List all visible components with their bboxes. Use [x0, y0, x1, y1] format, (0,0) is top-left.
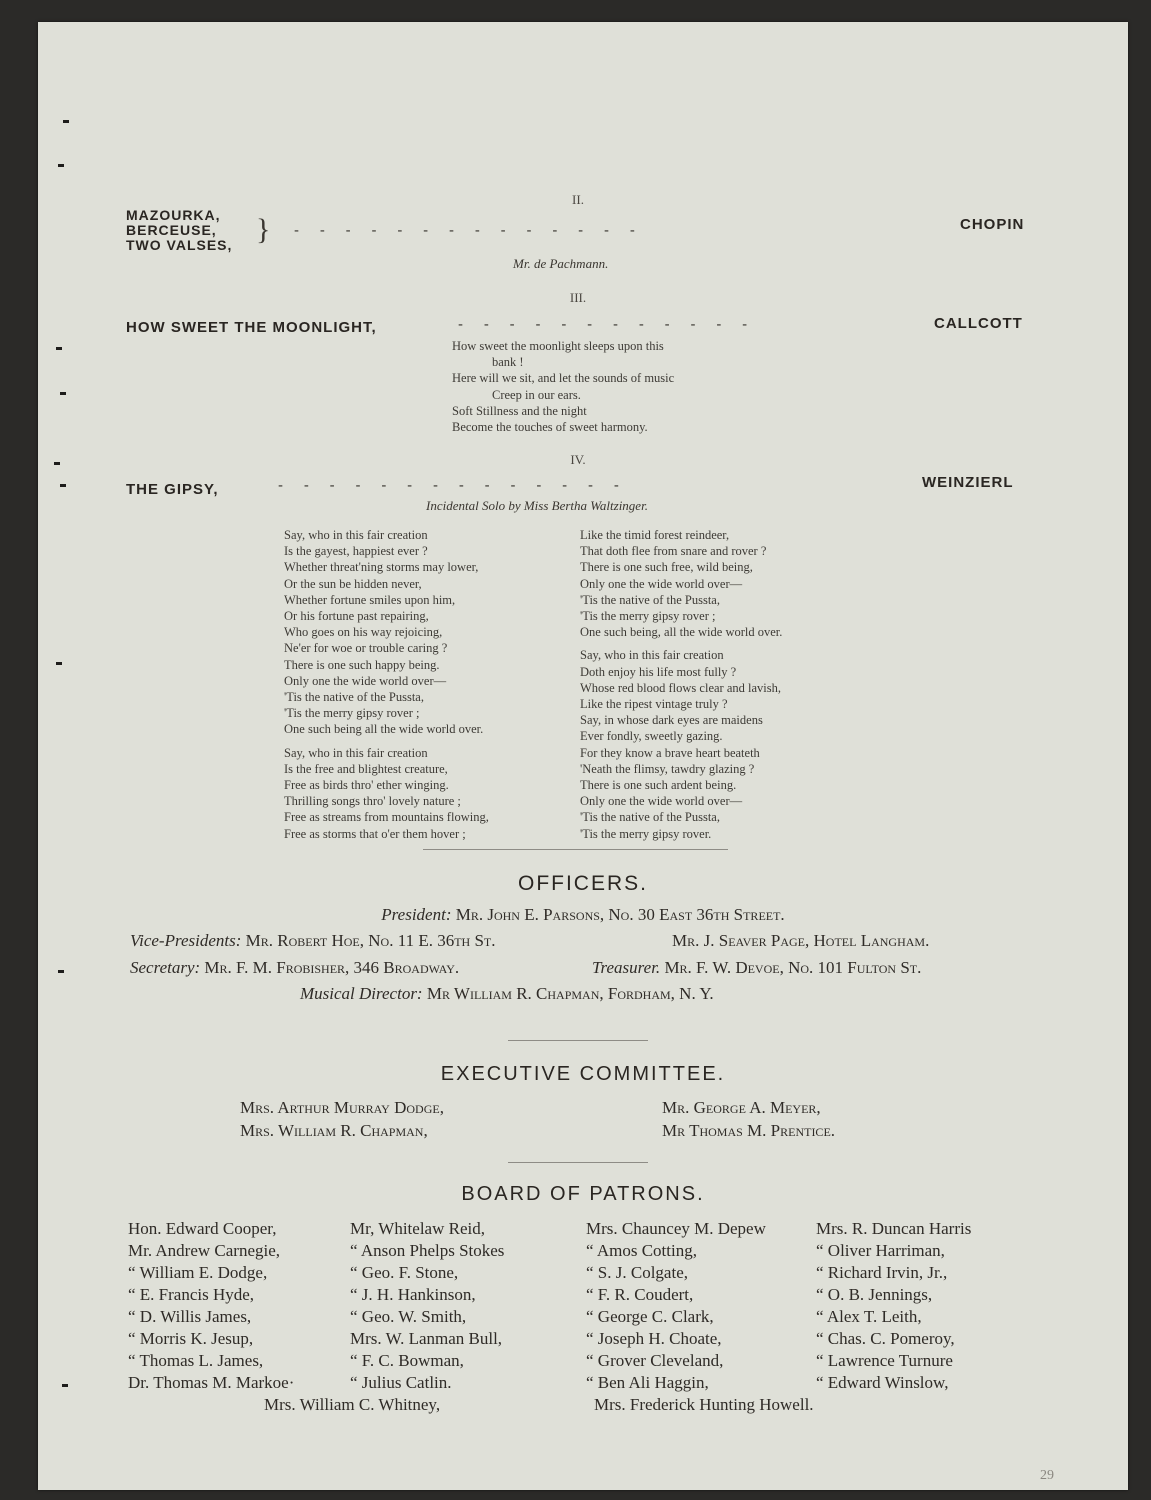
- patron-name: “ Richard Irvin, Jr.,: [816, 1263, 948, 1282]
- lyric-line: Ne'er for woe or trouble caring ?: [284, 641, 448, 656]
- patron-name: “ Anson Phelps Stokes: [350, 1241, 505, 1260]
- lyric-line: Soft Stillness and the night: [452, 403, 587, 418]
- lyric-line: Say, in whose dark eyes are maidens: [580, 713, 763, 728]
- patron-name: “ Oliver Harriman,: [816, 1241, 945, 1260]
- officer-label: Secretary:: [130, 958, 201, 977]
- piece-title: TWO VALSES,: [126, 237, 233, 253]
- patron-name: “ F. R. Coudert,: [586, 1285, 694, 1304]
- patron-name: “ O. B. Jennings,: [816, 1285, 933, 1304]
- piece-title: HOW SWEET THE MOONLIGHT,: [126, 319, 377, 336]
- lyric-line: Is the free and blightest creature,: [284, 761, 448, 776]
- officer-value: Mr. John E. Parsons, No. 30 East 36th Street.: [455, 905, 785, 924]
- lyric-line: There is one such free, wild being,: [580, 560, 753, 575]
- gipsy-lyrics-right: [580, 527, 782, 842]
- officer-value: Mr. F. M. Frobisher, 346 Broadway.: [204, 958, 460, 977]
- lyric-line: Say, who in this fair creation: [284, 528, 428, 542]
- piece-title: THE GIPSY,: [126, 481, 219, 498]
- lyric-line: Here will we sit, and let the sounds of music: [452, 371, 675, 386]
- leader-dots: - - - - - - - - - - - - - -: [278, 477, 619, 494]
- patron-name: “ E. Francis Hyde,: [128, 1285, 255, 1304]
- divider: [508, 1040, 648, 1041]
- patron-name: Mrs. William C. Whitney,: [264, 1395, 441, 1414]
- section-numeral: IV.: [570, 452, 586, 467]
- lyric-line: 'Tis the merry gipsy rover ;: [284, 706, 420, 721]
- patron-name: “ Geo. F. Stone,: [350, 1263, 459, 1282]
- lyric-line: Ever fondly, sweetly gazing.: [580, 729, 723, 744]
- brace: }: [256, 213, 271, 246]
- lyric-line: 'Tis the merry gipsy rover ;: [580, 609, 716, 624]
- solo-note: Incidental Solo by Miss Bertha Waltzinger.: [426, 498, 648, 513]
- lyric-line: Like the ripest vintage truly ?: [580, 697, 728, 712]
- executive-heading: EXECUTIVE COMMITTEE.: [440, 1063, 726, 1085]
- director-line: [300, 984, 714, 1004]
- section-numeral: III.: [569, 290, 587, 305]
- divider: [423, 849, 728, 850]
- lyric-line: Say, who in this fair creation: [284, 745, 428, 760]
- patron-name: Mrs. W. Lanman Bull,: [350, 1329, 503, 1348]
- patron-name: “ Geo. W. Smith,: [350, 1307, 467, 1326]
- patron-name: “ William E. Dodge,: [128, 1263, 268, 1282]
- leader-dots: - - - - - - - - - - - -: [458, 316, 748, 333]
- president-line: [38, 905, 1128, 925]
- committee-member: Mr. George A. Meyer,: [662, 1098, 821, 1117]
- lyric-line: 'Tis the native of the Pussta,: [580, 810, 720, 825]
- lyric-line: Only one the wide world over—: [580, 794, 743, 809]
- patrons-col-2: [350, 1218, 504, 1394]
- officer-value: Mr William R. Chapman, Fordham, N. Y.: [426, 984, 714, 1003]
- piece-titles: [126, 208, 232, 253]
- vice-presidents-line: [130, 931, 495, 951]
- lyric-line: One such being all the wide world over.: [284, 722, 484, 737]
- patron-name: “ Amos Cotting,: [586, 1241, 697, 1260]
- patron-name: “ Ben Ali Haggin,: [586, 1373, 709, 1392]
- lyric-line: Free as streams from mountains flowing,: [284, 810, 489, 825]
- executive-left: [240, 1096, 444, 1142]
- lyric-line: Doth enjoy his life most fully ?: [580, 664, 737, 679]
- committee-member: Mrs. Arthur Murray Dodge,: [240, 1098, 444, 1117]
- patron-name: Mrs. R. Duncan Harris: [816, 1219, 972, 1238]
- binding-mark: [56, 347, 62, 350]
- patrons-col-3: [586, 1218, 766, 1394]
- patron-name: Mr, Whitelaw Reid,: [350, 1219, 485, 1238]
- lyric-line: One such being, all the wide world over.: [580, 625, 783, 640]
- performer: Mr. de Pachmann.: [513, 256, 609, 271]
- officer-value: Mr. F. W. Devoe, No. 101 Fulton St.: [664, 958, 922, 977]
- committee-member: Mr Thomas M. Prentice.: [662, 1121, 836, 1140]
- piece-title: BERCEUSE,: [126, 222, 217, 238]
- gipsy-lyrics-left: [284, 527, 489, 842]
- piece-title: MAZOURKA,: [126, 207, 221, 223]
- officer-label: Vice-Presidents:: [130, 931, 242, 950]
- patron-name: “ Lawrence Turnure: [816, 1351, 953, 1370]
- binding-mark: [56, 662, 62, 665]
- binding-mark: [60, 484, 66, 487]
- lyric-line: Free as storms that o'er them hover ;: [284, 826, 466, 841]
- lyric-line: Like the timid forest reindeer,: [580, 528, 730, 542]
- lyric-line: For they know a brave heart beateth: [580, 745, 760, 760]
- lyric-line: Is the gayest, happiest ever ?: [284, 544, 428, 559]
- patron-name: Hon. Edward Cooper,: [128, 1219, 277, 1238]
- patron-name: “ Joseph H. Choate,: [586, 1329, 722, 1348]
- patrons-col-4: [816, 1218, 971, 1394]
- lyric-line: Or the sun be hidden never,: [284, 576, 422, 591]
- patron-name: Mrs. Chauncey M. Depew: [586, 1219, 766, 1238]
- patron-name: “ Thomas L. James,: [128, 1351, 264, 1370]
- binding-mark: [60, 392, 66, 395]
- executive-right: [662, 1096, 835, 1142]
- leader-dots: - - - - - - - - - - - - - -: [294, 222, 635, 239]
- lyrics-block: [452, 338, 674, 435]
- officers-heading: OFFICERS.: [517, 872, 648, 895]
- binding-mark: [58, 970, 64, 973]
- patrons-heading: BOARD OF PATRONS.: [461, 1183, 705, 1205]
- lyric-line: How sweet the moonlight sleeps upon this: [452, 339, 664, 353]
- patron-name: “ J. H. Hankinson,: [350, 1285, 476, 1304]
- composer: CALLCOTT: [934, 315, 1023, 332]
- officer-value: Mr. Robert Hoe, No. 11 E. 36th St.: [245, 931, 496, 950]
- lyric-line: Or his fortune past repairing,: [284, 609, 429, 624]
- secretary-line: [130, 958, 459, 978]
- lyric-line: 'Tis the native of the Pussta,: [580, 592, 720, 607]
- patron-name: “ Grover Cleveland,: [586, 1351, 724, 1370]
- lyric-line: There is one such happy being.: [284, 657, 440, 672]
- patron-name: “ Alex T. Leith,: [816, 1307, 922, 1326]
- committee-member: Mrs. William R. Chapman,: [240, 1121, 428, 1140]
- section-numeral: II.: [572, 192, 584, 207]
- lyric-line: bank !: [492, 355, 524, 370]
- lyric-line: That doth flee from snare and rover ?: [580, 544, 767, 559]
- page-number: 29: [1040, 1468, 1054, 1483]
- binding-mark: [63, 120, 69, 123]
- lyric-line: Become the touches of sweet harmony.: [452, 420, 648, 435]
- patron-name: “ Edward Winslow,: [816, 1373, 949, 1392]
- composer: WEINZIERL: [922, 474, 1014, 491]
- patron-name: “ George C. Clark,: [586, 1307, 714, 1326]
- lyric-line: Whose red blood flows clear and lavish,: [580, 680, 781, 695]
- patron-name: Mr. Andrew Carnegie,: [128, 1241, 281, 1260]
- lyric-line: Thrilling songs thro' lovely nature ;: [284, 794, 461, 809]
- lyric-line: Who goes on his way rejoicing,: [284, 625, 443, 640]
- lyric-line: Creep in our ears.: [492, 387, 581, 402]
- officer-label: President:: [381, 905, 452, 924]
- lyric-line: 'Neath the flimsy, tawdry glazing ?: [580, 761, 755, 776]
- officer-label: Musical Director:: [300, 984, 423, 1003]
- program-page: [38, 22, 1128, 1490]
- patron-name: “ Chas. C. Pomeroy,: [816, 1329, 955, 1348]
- patrons-col-1: [128, 1218, 294, 1394]
- patron-name: “ Morris K. Jesup,: [128, 1329, 254, 1348]
- lyric-line: 'Tis the merry gipsy rover.: [580, 826, 712, 841]
- patron-name: Mrs. Frederick Hunting Howell.: [594, 1395, 814, 1414]
- lyric-line: Say, who in this fair creation: [580, 648, 724, 663]
- lyric-line: Whether fortune smiles upon him,: [284, 592, 456, 607]
- divider: [508, 1162, 648, 1163]
- lyric-line: Only one the wide world over—: [284, 673, 447, 688]
- binding-mark: [58, 164, 64, 167]
- officer-label: Treasurer.: [592, 958, 661, 977]
- lyric-line: Free as birds thro' ether winging.: [284, 778, 449, 793]
- patron-name: “ D. Willis James,: [128, 1307, 252, 1326]
- binding-mark: [62, 1384, 68, 1387]
- composer: CHOPIN: [960, 216, 1025, 233]
- lyric-line: Only one the wide world over—: [580, 576, 743, 591]
- patron-name: “ F. C. Bowman,: [350, 1351, 464, 1370]
- binding-mark: [54, 462, 60, 465]
- treasurer-line: [592, 958, 921, 978]
- lyric-line: There is one such ardent being.: [580, 778, 737, 793]
- patron-name: Dr. Thomas M. Markoe·: [128, 1373, 295, 1392]
- patron-name: “ S. J. Colgate,: [586, 1263, 688, 1282]
- lyric-line: 'Tis the native of the Pussta,: [284, 690, 424, 705]
- patron-name: “ Julius Catlin.: [350, 1373, 452, 1392]
- lyric-line: Whether threat'ning storms may lower,: [284, 560, 479, 575]
- officer-value: Mr. J. Seaver Page, Hotel Langham.: [672, 931, 930, 950]
